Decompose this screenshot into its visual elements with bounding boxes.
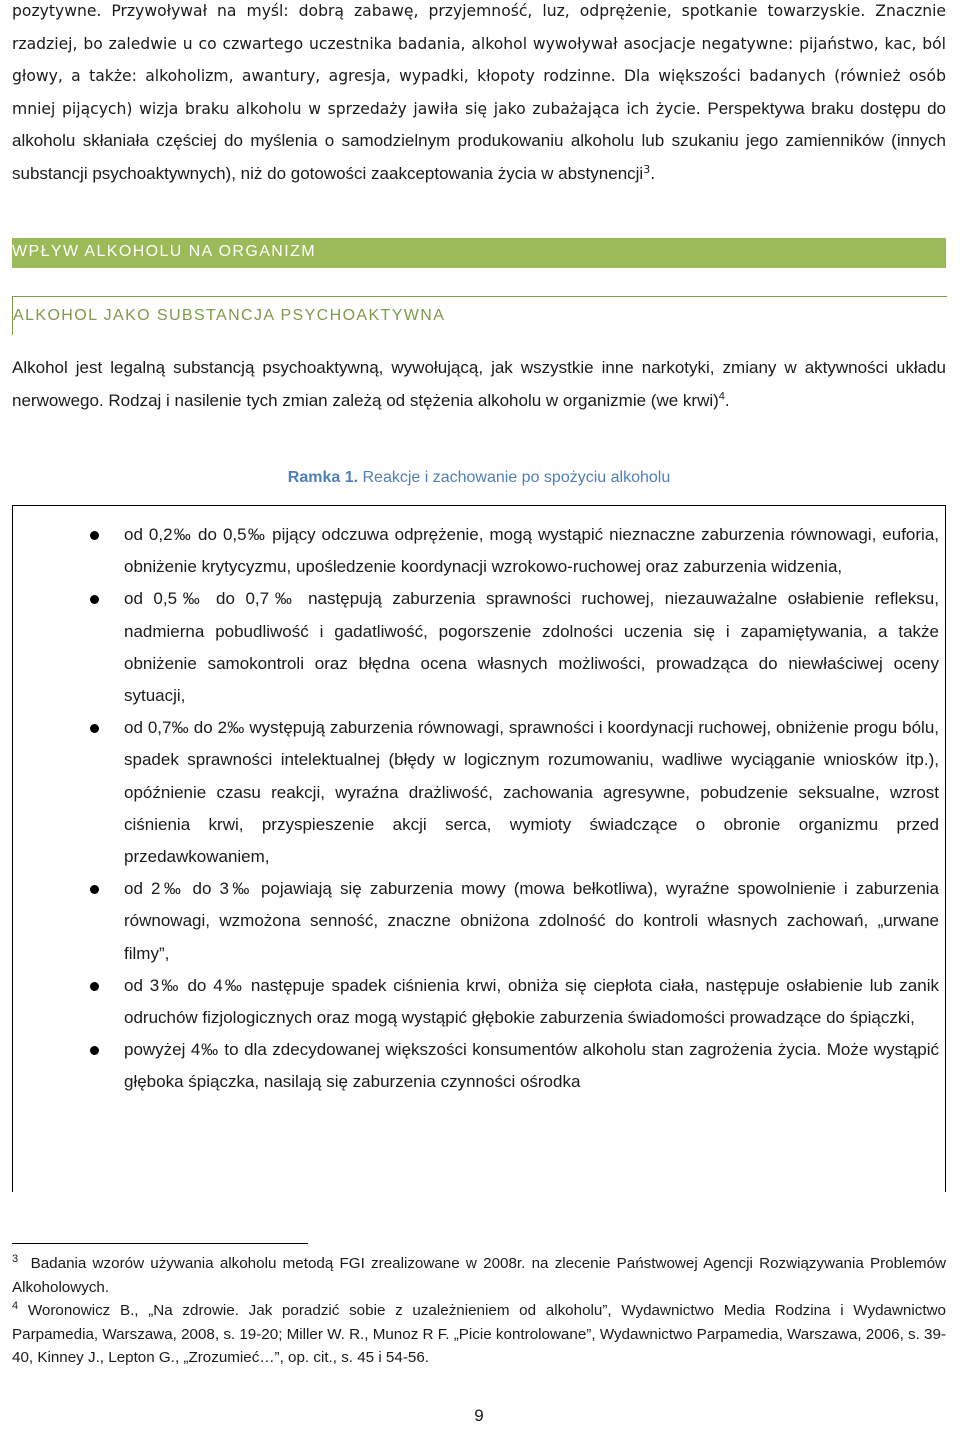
intro-text-a: pozytywne. Przywoływał na myśl: dobrą zabawę, przyjemność, luz, odprężenie, spotkanie towarzyskie. Znacznie rzadziej, bo zaledwie u co czwartego uczestnika badania, alkohol wywoływał asocjacje negatywne: pijaństwo, kac, ból głowy, a także: alkoholizm, awantury, agresja, wypadki, kłopoty rodzinne. Dla większości badanych (również osób mniej pijących) wizja braku alkoholu w sprzedaży jawiła się jako zubażająca ich życie.	[12, 2, 946, 118]
list-item-text: od 0,7‰ do 2‰ występują zaburzenia równowagi, sprawności i koordynacji ruchowej, obniżenie progu bólu, spadek sprawności intelektualnej (błędy w logicznym rozumowaniu, wadliwe wyciąganie wniosków itp.), opóźnienie czasu reakcji, wyraźna drażliwość, zachowania agresywne, pobudzenie seksualne, wzrost ciśnienia krwi, przyspieszenie akcji serca, wymioty świadczące o obronie organizmu przed przedawkowaniem,	[124, 718, 939, 867]
bullet-icon	[90, 1046, 99, 1055]
body-paragraph	[12, 352, 946, 417]
body-text: Alkohol jest legalną substancją psychoaktywną, wywołującą, jak wszystkie inne narkotyki, zmiany w aktywności układu nerwowego. Rodzaj i nasilenie tych zmian zależą od stężenia alkoholu w organizmie (we krwi)	[12, 358, 946, 410]
list-item	[13, 519, 945, 583]
intro-end: .	[650, 164, 656, 183]
intro-text-b: Perspektywa braku dostępu do alkoholu skłaniała częściej do myślenia o samodzielnym produkowaniu alkoholu lub szukaniu jego zamienników (innych substancji psychoaktywnych), niż do gotowości zaakceptowania życia w abstynencji	[12, 98, 946, 183]
section-heading-bar	[12, 238, 946, 268]
body-end: .	[724, 390, 730, 410]
bullet-icon	[90, 885, 99, 894]
subsection-title: ALKOHOL JAKO SUBSTANCJA PSYCHOAKTYWNA	[13, 307, 446, 324]
footnote-text: Badania wzorów używania alkoholu metodą FGI zrealizowane w 2008r. na zlecenie Państwowej Agencji Rozwiązywania Problemów Alkoholowych.	[12, 1255, 946, 1296]
page-number: 9	[474, 1406, 484, 1425]
caption-title: Reakcje i zachowanie po spożyciu alkoholu	[362, 469, 671, 486]
info-box	[12, 505, 946, 1192]
section-title: WPŁYW ALKOHOLU NA ORGANIZM	[12, 243, 317, 260]
footnotes	[12, 1252, 946, 1370]
list-item	[13, 873, 945, 970]
footnote-ref-3[interactable]: 3	[643, 162, 651, 176]
bullet-list	[13, 519, 945, 1099]
list-item	[13, 583, 945, 712]
list-item	[13, 1034, 945, 1098]
footnote-separator	[12, 1243, 308, 1244]
footnote-text: Woronowicz B., „Na zdrowie. Jak poradzić sobie z uzależnieniem od alkoholu”, Wydawnictwo Media Rodzina i Wydawnictwo Parpamedia, Warszawa, 2008, s. 19-20; Miller W. R., Munoz R F. „Picie kontrolowane”, Wydawnictwo Parpamedia, Warszawa, 2006, s. 39-40, Kinney J., Lepton G., „Zrozumieć…”, op. cit., s. 45 i 54-56.	[12, 1302, 946, 1366]
footnote-4	[12, 1299, 946, 1370]
list-item-text: od 0,5‰ do 0,7‰ następują zaburzenia sprawności ruchowej, niezauważalne osłabienie refleksu, nadmierna pobudliwość i gadatliwość, pogorszenie zdolności uczenia się i zapamiętywania, a także obniżenie samokontroli oraz błędna ocena własnych możliwości, prowadząca do niewłaściwej oceny sytuacji,	[124, 589, 939, 706]
list-item	[13, 970, 945, 1034]
list-item-text: powyżej 4‰ to dla zdecydowanej większości konsumentów alkoholu stan zagrożenia życia. Może wystąpić głęboka śpiączka, nasilają się zaburzenia czynności ośrodka	[124, 1040, 939, 1092]
footnote-ref-4[interactable]: 4	[718, 389, 725, 402]
list-item-text: od 0,2‰ do 0,5‰ pijący odczuwa odprężenie, mogą wystąpić nieznaczne zaburzenia równowagi, euforia, obniżenie krytycyzmu, upośledzenie koordynacji wzrokowo-ruchowej oraz zaburzenia widzenia,	[124, 525, 939, 577]
bullet-icon	[90, 595, 99, 604]
list-item	[13, 712, 945, 873]
bullet-icon	[90, 724, 99, 733]
footnote-number: 3	[12, 1252, 19, 1265]
caption-label: Ramka 1.	[287, 469, 359, 486]
intro-paragraph	[12, 0, 946, 190]
footnote-3	[12, 1252, 946, 1299]
list-item-text: od 3‰ do 4‰ następuje spadek ciśnienia krwi, obniża się ciepłota ciała, następuje osłabienie lub zanik odruchów fizjologicznych oraz mogą wystąpić głębokie zaburzenia świadomości prowadzące do śpiączki,	[124, 975, 939, 1028]
box-caption	[12, 469, 946, 487]
list-item-text: od 2‰ do 3‰ pojawiają się zaburzenia mowy (mowa bełkotliwa), wyraźne spowolnienie i zaburzenia równowagi, wzmożona senność, znaczne obniżona zdolność do kontroli własnych zachowań, „urwane filmy”,	[124, 879, 939, 963]
footnote-number: 4	[12, 1299, 19, 1312]
bullet-icon	[90, 531, 99, 540]
bullet-icon	[90, 982, 99, 991]
subsection-heading	[12, 296, 947, 335]
